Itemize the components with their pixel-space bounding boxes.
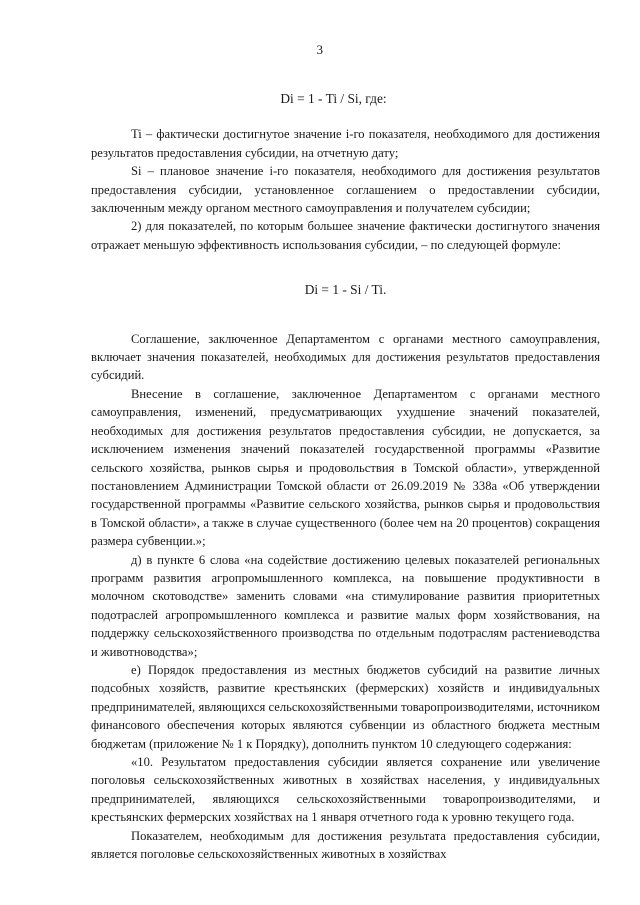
formula-di-ti-si: Di = 1 - Ti / Si, где: bbox=[280, 91, 387, 106]
paragraph-point-10: «10. Результатом предоставления субсидии является сохранение или увеличение поголовья сельскохозяйственных животных в хозяйствах населения, у индивидуальных предпринимателей, являющихся сельскохозяйственными товаропроизводителями, и крестьянских фермерских хозяйствах на 1 января отчетного года к уровню текущего года. bbox=[91, 755, 600, 825]
paragraph-item-e: е) Порядок предоставления из местных бюджетов субсидий на развитие личных подсобных хозяйств, развитие крестьянских (фермерских) хозяйств и индивидуальных предпринимателей, являющихся сельскохозяйственными товаропроизводителями, источником финансового обеспечения которых являются субвенции из областного бюджета местным бюджетам (приложение № 1 к Порядку), дополнить пунктом 10 следующего содержания: bbox=[91, 662, 600, 751]
paragraph-item-d: д) в пункте 6 слова «на содействие достижению целевых показателей региональных программ развития агропромышленного комплекса, на повышение продуктивности в молочном скотоводстве» заменить словами «на стимулирование развития приоритетных подотраслей агропромышленного комплекса и развитие малых форм хозяйствования, на поддержку сельскохозяйственного производства по отдельным подотраслям растениеводства и животноводства»; bbox=[91, 552, 600, 659]
paragraph-item-2: 2) для показателей, по которым большее значение фактически достигнутого значения отражает меньшую эффективность использования субсидии, – по следующей формуле: bbox=[91, 219, 600, 252]
paragraph-indicator: Показателем, необходимым для достижения результата предоставления субсидии, является поголовье сельскохозяйственных животных в хозяйствах bbox=[91, 828, 600, 862]
paragraph-agreement: Соглашение, заключенное Департаментом с органами местного самоуправления, включает значения показателей, необходимых для достижения результатов предоставления субсидий. bbox=[91, 331, 600, 383]
document-body bbox=[91, 85, 600, 863]
paragraph-si-definition: Si – плановое значение i-го показателя, необходимого для достижения результатов предоставления субсидии, установленное соглашением о предоставлении субсидии, заключенным между органом местного самоуправления и получателем субсидии; bbox=[91, 164, 600, 216]
paragraph-amendment: Внесение в соглашение, заключенное Департаментом с органами местного самоуправления, изменений, предусматривающих ухудшение значений показателей, необходимых для достижения результатов предоставления субсидии, не допускается, за исключением изменения значений показателей государственной программы «Развитие сельского хозяйства, рынков сырья и продовольствия в Томской области», утвержденной постановлением Администрации Томской области от 26.09.2019 № 338а «Об утверждении государственной программы «Развитие сельского хозяйства, рынков сырья и продовольствия в Томской области», а также в случае существенного (более чем на 20 процентов) сокращения размера субвенции.»; bbox=[91, 386, 600, 549]
page-number: 3 bbox=[316, 42, 324, 57]
formula-di-si-ti: Di = 1 - Si / Ti. bbox=[304, 282, 387, 298]
paragraph-ti-definition: Ti – фактически достигнутое значение i-го показателя, необходимого для достижения результатов предоставления субсидии, на отчетную дату; bbox=[91, 127, 600, 160]
